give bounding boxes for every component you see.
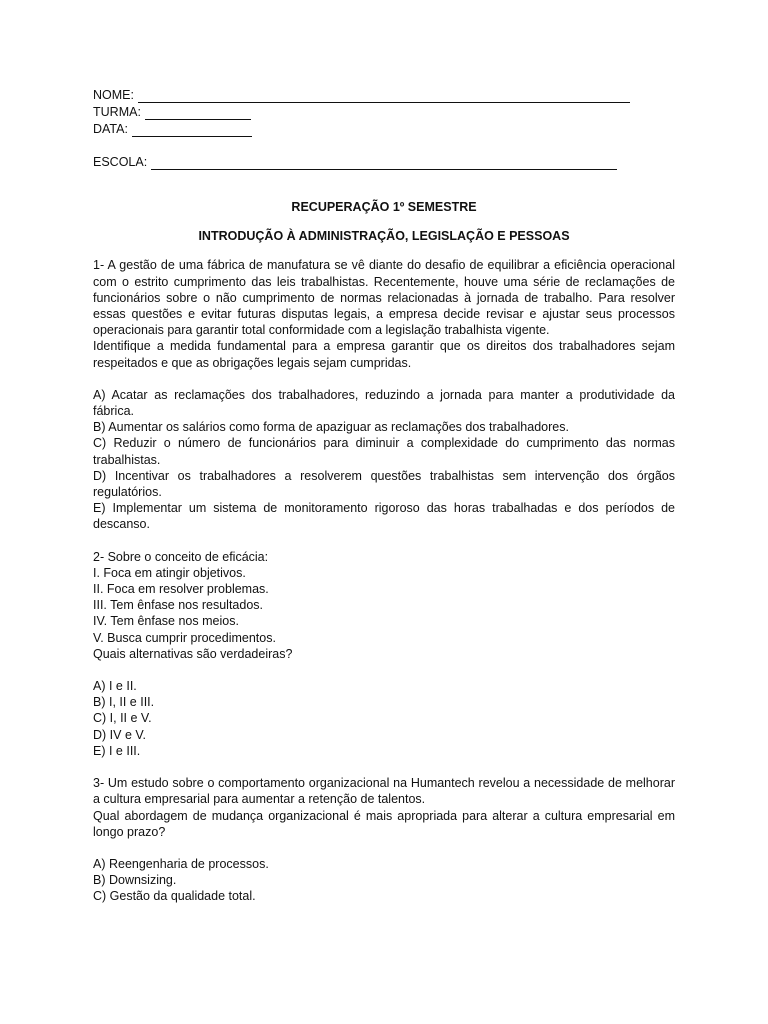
spacer <box>93 371 675 387</box>
data-label: DATA: <box>93 121 128 136</box>
question-1-option-e[interactable]: E) Implementar um sistema de monitoramento rigoroso das horas trabalhadas e dos períodos de descanso. <box>93 501 675 532</box>
spacer <box>93 533 675 549</box>
question-3 <box>93 775 675 904</box>
question-1-statement: 1- A gestão de uma fábrica de manufatura se vê diante do desafio de equilibrar a eficiência operacional com o estrito cumprimento das leis trabalhistas. Recentemente, houve uma série de reclamações de funcionários sobre o não cumprimento de normas relacionadas à jornada de trabalho. Para resolver essas questões e evitar futuras disputas legais, a empresa decide revisar e ajustar seus processos operacionais para garantir total conformidade com a legislação trabalhista vigente. <box>93 258 675 338</box>
question-3-option-b[interactable]: B) Downsizing. <box>93 873 177 888</box>
question-3-option-c[interactable]: C) Gestão da qualidade total. <box>93 889 256 904</box>
spacer <box>93 840 675 856</box>
question-2-option-d[interactable]: D) IV e V. <box>93 727 147 742</box>
question-2-prompt: Quais alternativas são verdadeiras? <box>93 646 293 661</box>
spacer <box>93 759 675 775</box>
question-1-option-d[interactable]: D) Incentivar os trabalhadores a resolverem questões trabalhistas sem intervenção dos órgãos regulatórios. <box>93 468 675 500</box>
question-1-prompt: Identifique a medida fundamental para a empresa garantir que os direitos dos trabalhadores sejam respeitados e que as obrigações legais sejam cumpridas. <box>93 339 675 370</box>
question-2-option-e[interactable]: E) I e III. <box>93 743 141 758</box>
exam-subtitle: INTRODUÇÃO À ADMINISTRAÇÃO, LEGISLAÇÃO E PESSOAS <box>198 229 570 244</box>
question-2-statement: 2- Sobre o conceito de eficácia: <box>93 549 269 564</box>
question-2-item: I. Foca em atingir objetivos. <box>93 565 246 580</box>
question-1-option-b[interactable]: B) Aumentar os salários como forma de apaziguar as reclamações dos trabalhadores. <box>93 420 569 435</box>
question-1 <box>93 257 675 532</box>
nome-blank[interactable] <box>138 89 630 103</box>
question-2-item: III. Tem ênfase nos resultados. <box>93 598 264 613</box>
question-2 <box>93 549 675 759</box>
question-2-item: II. Foca em resolver problemas. <box>93 582 269 597</box>
escola-field <box>93 153 675 170</box>
question-2-option-b[interactable]: B) I, II e III. <box>93 695 155 710</box>
data-field <box>93 120 675 137</box>
question-2-option-c[interactable]: C) I, II e V. <box>93 711 152 726</box>
question-3-option-a[interactable]: A) Reengenharia de processos. <box>93 856 269 871</box>
turma-label: TURMA: <box>93 104 141 119</box>
escola-label: ESCOLA: <box>93 154 148 169</box>
question-3-prompt: Qual abordagem de mudança organizacional é mais apropriada para alterar a cultura empresarial em longo prazo? <box>93 808 675 839</box>
nome-field <box>93 86 675 103</box>
header-spacer <box>93 137 675 153</box>
question-1-option-a[interactable]: A) Acatar as reclamações dos trabalhadores, reduzindo a jornada para manter a produtividade da fábrica. <box>93 387 675 419</box>
question-3-statement: 3- Um estudo sobre o comportamento organizacional na Humantech revelou a necessidade de melhorar a cultura empresarial para aumentar a retenção de talentos. <box>93 776 675 807</box>
turma-blank[interactable] <box>145 106 251 120</box>
exam-title: RECUPERAÇÃO 1º SEMESTRE <box>291 200 477 214</box>
question-1-option-c[interactable]: C) Reduzir o número de funcionários para diminuir a complexidade do cumprimento das normas trabalhistas. <box>93 436 675 467</box>
escola-blank[interactable] <box>151 156 617 170</box>
question-2-item: V. Busca cumprir procedimentos. <box>93 630 276 645</box>
turma-field <box>93 103 675 120</box>
spacer <box>93 662 675 678</box>
nome-label: NOME: <box>93 87 134 102</box>
exam-sheet <box>93 86 675 905</box>
question-2-option-a[interactable]: A) I e II. <box>93 679 137 694</box>
data-blank[interactable] <box>132 123 252 137</box>
question-2-item: IV. Tem ênfase nos meios. <box>93 614 239 629</box>
